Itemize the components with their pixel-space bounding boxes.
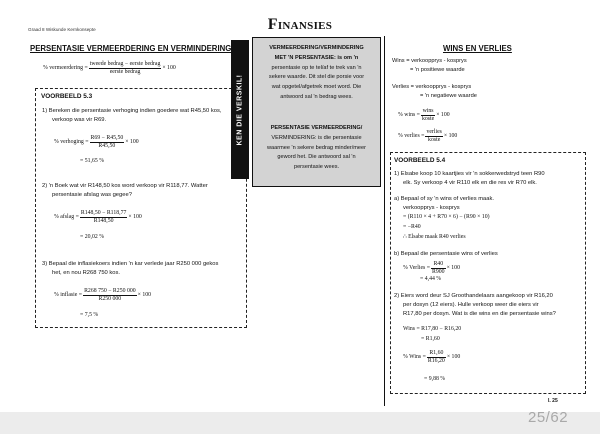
- q1-lhs: % verhoging =: [54, 139, 89, 146]
- course-label: Graad 8 Wiskunde Kernkonsepte: [28, 27, 96, 32]
- q2f-den: R16,20: [427, 357, 445, 364]
- definition-2: [259, 124, 374, 173]
- ken-die-verskil-banner: [231, 40, 249, 179]
- q3-tail: × 100: [137, 292, 152, 299]
- f2-tail: × 100: [443, 133, 458, 140]
- page-title: [0, 16, 600, 34]
- q1-line2: verkoop was vir R69.: [52, 116, 107, 123]
- formula-lhs: % vermeerdering =: [43, 65, 88, 72]
- qa-conclusion: ∴ Elsabe maak R40 verlies: [403, 234, 466, 240]
- def2-l4: persentasie wees.: [293, 164, 340, 171]
- q2-pct-calc: [403, 350, 460, 364]
- qb-num: R40: [431, 261, 446, 269]
- left-q1: [42, 107, 222, 125]
- r-q1-l0: 1) Elsabe koop 10 kaartjies vir 'n sokkerwedstryd teen R90: [394, 171, 545, 177]
- q2-pct-answer: = 9,88 %: [424, 376, 446, 382]
- left-heading: PERSENTASIE VERMEERDERING EN VERMINDERING: [30, 44, 232, 53]
- formula-fraction: [89, 61, 162, 75]
- def1-l0: VERMEERDERING/VERMINDERING: [269, 45, 364, 51]
- wins-def: Wins = verkoopprys - kosprys: [392, 58, 467, 64]
- title-text: Finansies: [267, 16, 333, 33]
- q2-tail: × 100: [128, 214, 142, 221]
- verlies-formula: [398, 129, 457, 143]
- f1-fraction: [421, 108, 435, 122]
- qa-calc-1: = (R110 × 4 + R70 × 6) − (R90 × 10): [403, 214, 490, 220]
- qb-lhs: % Verlies =: [403, 265, 430, 272]
- formula-tail: × 100: [162, 65, 176, 72]
- qb-calc: [403, 261, 460, 275]
- formula-den: eerste bedrag: [109, 68, 141, 75]
- page-number: I. 25: [548, 398, 558, 404]
- q3-calc: [54, 288, 151, 302]
- right-q2: [394, 292, 556, 319]
- def1-l1: MET 'N PERSENTASIE: is om 'n: [274, 54, 359, 61]
- right-q1: [394, 170, 545, 188]
- qa-calc-2: = −R40: [403, 224, 421, 230]
- qb-den: R900: [432, 268, 445, 275]
- q2f-num: R1,60: [427, 350, 446, 358]
- def1-l3: sekere waarde. Dit stel die porsie voor: [268, 74, 365, 81]
- q3-line2: het, en nou R268 750 kos.: [52, 269, 121, 276]
- q1-num: R69 − R45,50: [90, 135, 124, 141]
- left-q3: [42, 260, 218, 278]
- r-q2-l1: per dosyn (12 eiers). Hulle verkoop weer die eiers vir: [403, 301, 539, 308]
- def1-l2: persentasie op te tel/af te trek van 'n: [271, 64, 362, 71]
- q3-line1: 3) Bepaal die inflasiekoers indien 'n kar verlede jaar R250 000 gekos: [42, 261, 219, 267]
- q2f-lhs: % Wins =: [403, 354, 426, 361]
- q3-den: R250 000: [98, 295, 122, 302]
- verlies-def: Verlies = verkoopprys - kosprys: [392, 84, 472, 90]
- q2-line1: 2) 'n Boek wat vir R148,50 kos word verkoop vir R118,77. Watter: [42, 183, 208, 189]
- q2-calc-1: Wins = R17,80 − R16,20: [403, 326, 462, 332]
- q2-fraction: [80, 210, 128, 224]
- example-5-4-title: VOORBEELD 5.4: [394, 157, 446, 164]
- q2-calc-2: = R1,60: [421, 336, 440, 342]
- q2-line2: persentasie afslag was gegee?: [52, 191, 132, 198]
- f2-den: koste: [428, 136, 441, 143]
- formula-num: tweede bedrag − eerste bedrag: [89, 61, 161, 67]
- verlies-def-2: = 'n negatiewe waarde: [420, 93, 477, 99]
- q3-answer: = 7,5 %: [80, 312, 99, 318]
- ken-text: KEN DIE VERSKIL!: [236, 73, 244, 146]
- q2-lhs: % afslag =: [54, 214, 79, 221]
- f2-fraction: [425, 129, 442, 143]
- r-qa-l0: a) Bepaal of sy 'n wins of verlies maak.: [394, 196, 495, 202]
- wins-formula: [398, 108, 450, 122]
- def2-l1: VERMINDERING: is die persentasie: [271, 134, 362, 141]
- left-q2: [42, 182, 208, 200]
- definitions-box: [252, 37, 381, 187]
- r-q1-l1: elk. Sy verkoop 4 vir R110 elk en die res vir R70 elk.: [403, 179, 537, 186]
- def1-l5: antwoord sal 'n bedrag wees.: [280, 93, 353, 100]
- q1-den: R45,50: [98, 142, 116, 149]
- wins-def-2: = 'n positiewe waarde: [410, 67, 465, 73]
- qb-tail: × 100: [446, 265, 460, 272]
- qb-answer: = 4,44 %: [420, 276, 442, 282]
- definition-1: [259, 44, 374, 103]
- right-heading: WINS EN VERLIES: [443, 44, 512, 53]
- f2-num: verlies: [426, 129, 442, 135]
- q2f-fraction: [427, 350, 446, 364]
- q1-fraction: [90, 135, 125, 149]
- right-qa: [394, 195, 494, 213]
- def1-l1-wrap: [259, 54, 374, 64]
- page-counter: 25/62: [528, 409, 569, 426]
- def1-l4: wat opgetel/afgetrek moet word. Die: [271, 84, 362, 91]
- def2-l0: PERSENTASIE VERMEERDERING/: [270, 125, 363, 131]
- r-qa-l1: verkoopprys - kosprys: [403, 204, 460, 211]
- r-q2-l2: R17,80 per dosyn. Wat is die wins en die persentasie wins?: [403, 310, 556, 317]
- r-q2-l0: 2) Eiers word deur SJ Groothandelaars aangekoop vir R16,20: [394, 293, 553, 299]
- q2-den: R148,50: [93, 217, 114, 224]
- right-qb: b) Bepaal die persentasie wins of verlies: [394, 251, 498, 257]
- qb-fraction: [431, 261, 446, 275]
- left-formula: [43, 61, 176, 75]
- q1-answer: = 51,65 %: [80, 158, 105, 164]
- q3-num: R268 750 − R250 000: [84, 288, 136, 294]
- q2-answer: = 20,02 %: [80, 234, 105, 240]
- q3-fraction: [83, 288, 137, 302]
- q3-lhs: % inflasie =: [54, 292, 83, 299]
- q1-line1: 1) Bereken die persentasie verhoging indien goedere wat R45,50 kos,: [42, 108, 222, 114]
- f1-num: wins: [422, 108, 434, 114]
- f1-lhs: % wins =: [398, 112, 420, 119]
- def2-l3: geword het. Die antwoord sal 'n: [277, 154, 356, 161]
- q1-tail: × 100: [125, 139, 139, 146]
- q2-num: R148,50 − R118,77: [80, 210, 127, 216]
- f1-tail: × 100: [436, 112, 450, 119]
- q2-calc: [54, 210, 142, 224]
- column-divider: [384, 36, 385, 406]
- example-5-3-title: VOORBEELD 5.3: [41, 93, 93, 100]
- f1-den: koste: [421, 115, 435, 122]
- def2-l2: waarmee 'n sekere bedrag minder/meer: [266, 144, 366, 151]
- q2f-tail: × 100: [446, 354, 461, 361]
- f2-lhs: % verlies =: [398, 133, 425, 140]
- q1-calc: [54, 135, 139, 149]
